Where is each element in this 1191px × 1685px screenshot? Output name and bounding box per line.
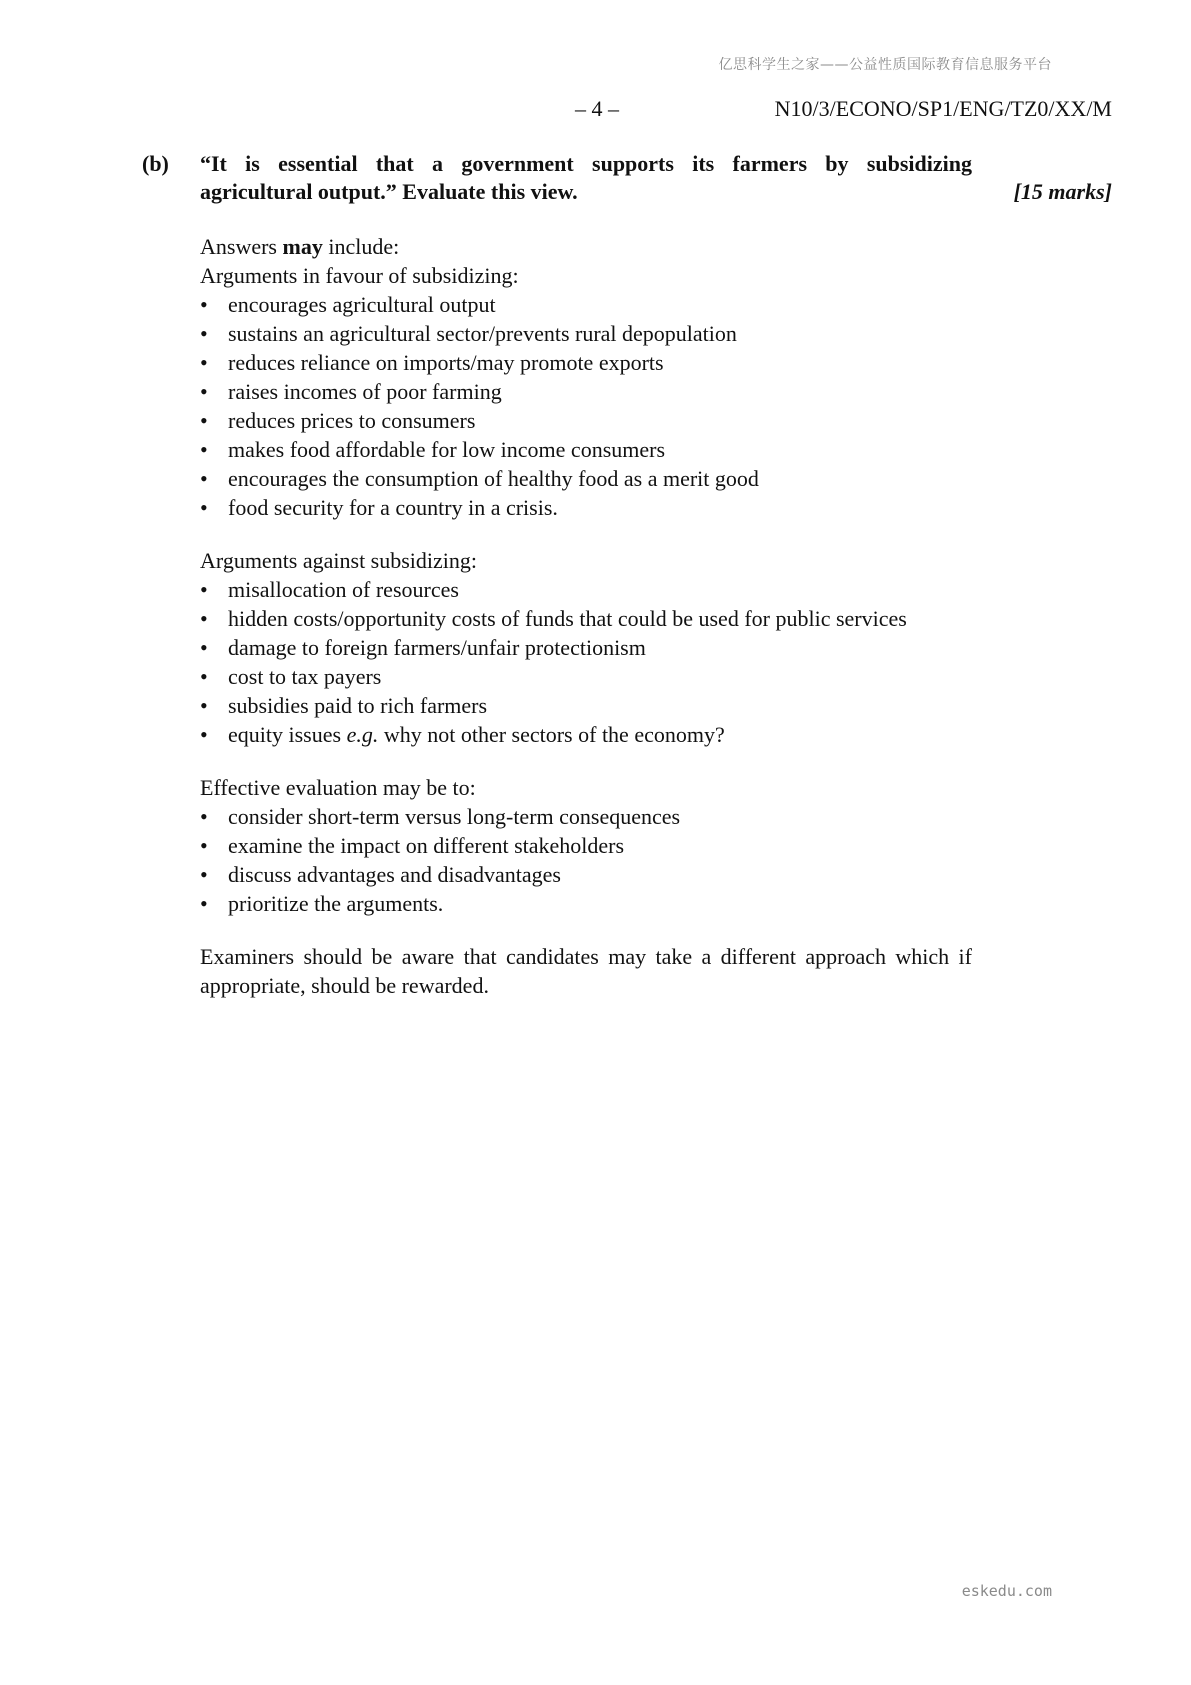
- list-item: • hidden costs/opportunity costs of funds that could be used for public services: [200, 604, 972, 633]
- list-item: • misallocation of resources: [200, 575, 972, 604]
- paper-code: N10/3/ECONO/SP1/ENG/TZ0/XX/M: [774, 96, 1112, 121]
- page-number: – 4 –: [575, 96, 619, 121]
- watermark-bottom: eskedu.com: [961, 1582, 1052, 1600]
- page-header: [0, 96, 1191, 126]
- against-heading: Arguments against subsidizing:: [200, 548, 478, 573]
- list-item: • raises incomes of poor farming: [200, 377, 972, 406]
- answers-intro-suffix: include:: [322, 234, 400, 259]
- question-row: [142, 150, 1112, 206]
- list-item: • cost to tax payers: [200, 662, 972, 691]
- favour-heading: Arguments in favour of subsidizing:: [200, 263, 519, 288]
- against-list: [200, 575, 972, 749]
- question-marks: [15 marks]: [1013, 179, 1112, 204]
- equity-suffix: why not other sectors of the economy?: [378, 722, 725, 747]
- against-section: [200, 546, 972, 749]
- list-item: • discuss advantages and disadvantages: [200, 860, 972, 889]
- answers-intro-prefix: Answers: [200, 234, 283, 259]
- favour-section: [200, 232, 972, 522]
- list-item: • examine the impact on different stakeholders: [200, 831, 972, 860]
- list-item: • reduces reliance on imports/may promote exports: [200, 348, 972, 377]
- list-item: • consider short-term versus long-term consequences: [200, 802, 972, 831]
- list-item: • damage to foreign farmers/unfair protectionism: [200, 633, 972, 662]
- equity-eg: e.g.: [346, 722, 379, 747]
- list-item: • food security for a country in a crisis.: [200, 493, 972, 522]
- question-line-2: agricultural output.” Evaluate this view.: [200, 179, 578, 204]
- question-block: [142, 150, 1112, 206]
- list-item: • reduces prices to consumers: [200, 406, 972, 435]
- list-item: • subsidies paid to rich farmers: [200, 691, 972, 720]
- evaluation-list: [200, 802, 972, 918]
- evaluation-heading: Effective evaluation may be to:: [200, 775, 476, 800]
- favour-list: [200, 290, 972, 522]
- list-item: • encourages the consumption of healthy food as a merit good: [200, 464, 972, 493]
- equity-prefix: equity issues: [228, 722, 347, 747]
- answers-intro: [200, 232, 972, 261]
- question-label: (b): [142, 151, 169, 176]
- list-item: • prioritize the arguments.: [200, 889, 972, 918]
- markscheme-content: [200, 232, 972, 1000]
- list-item: • makes food affordable for low income consumers: [200, 435, 972, 464]
- list-item: • sustains an agricultural sector/prevents rural depopulation: [200, 319, 972, 348]
- list-item: • encourages agricultural output: [200, 290, 972, 319]
- question-line-1: “It is essential that a government supports its farmers by subsidizing: [200, 151, 972, 176]
- evaluation-section: [200, 773, 972, 918]
- list-item: [200, 720, 972, 749]
- watermark-top: 亿思科学生之家——公益性质国际教育信息服务平台: [718, 57, 1052, 73]
- answers-intro-bold: may: [282, 234, 323, 259]
- question-text: [200, 150, 972, 206]
- examiner-note: Examiners should be aware that candidates may take a different approach which if appropriate, should be rewarded.: [200, 944, 972, 998]
